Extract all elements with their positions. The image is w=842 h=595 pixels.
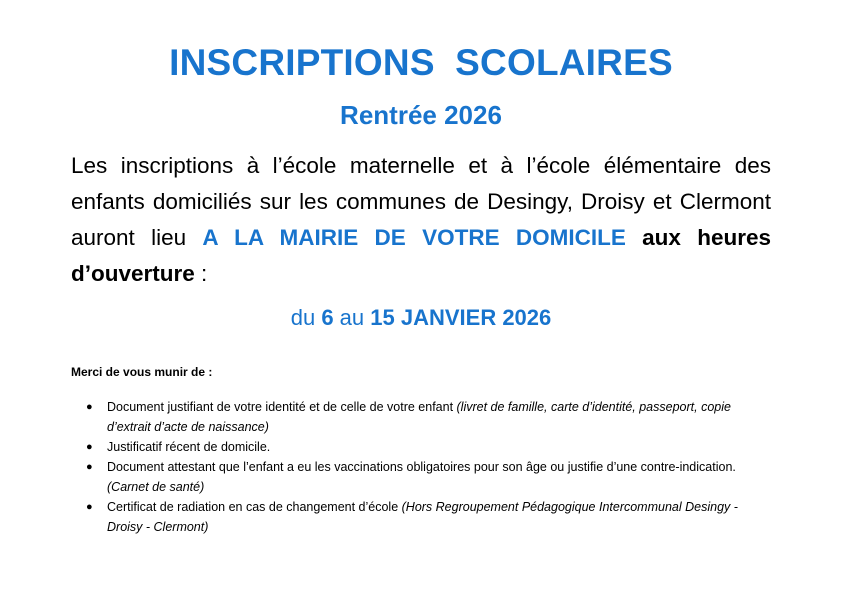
list-item-note: (Hors Regroupement Pédagogique Intercommunal Desingy - Droisy - Clermont) [107, 500, 738, 534]
intro-bold-end: aux heures d’ouverture [71, 225, 771, 286]
list-item [86, 397, 776, 437]
list-item-text: Document attestant que l’enfant a eu les vaccinations obligatoires pour son âge ou justifie d’une contre-indication. [107, 460, 736, 474]
list-item [86, 497, 776, 537]
list-item-text: Certificat de radiation en cas de changement d’école [107, 500, 402, 514]
intro-text: Les inscriptions à l’école maternelle et à l’école élémentaire des enfants domiciliés sur les communes de Desingy, Droisy et Clermont auront lieu [71, 153, 771, 250]
date-prefix: du [290, 305, 322, 330]
list-item [86, 437, 776, 457]
list-item [86, 457, 776, 497]
date-range [0, 305, 842, 331]
page-title: INSCRIPTIONS SCOLAIRES [169, 42, 673, 83]
bullet-icon: ● [86, 501, 93, 513]
documents-list [86, 397, 776, 537]
list-item-text: Justificatif récent de domicile. [107, 440, 271, 454]
date-end: 15 JANVIER 2026 [370, 305, 552, 330]
documents-heading: Merci de vous munir de : [71, 365, 213, 379]
intro-space [626, 225, 642, 250]
bullet-icon: ● [86, 401, 93, 413]
page-subtitle: Rentrée 2026 [340, 100, 502, 130]
list-item-note: (livret de famille, carte d’identité, passeport, copie d’extrait d’acte de naissance) [107, 400, 731, 434]
date-middle: au [333, 305, 371, 330]
intro-paragraph [71, 148, 771, 292]
intro-highlight: A LA MAIRIE DE VOTRE DOMICILE [202, 225, 626, 250]
intro-tail: : [194, 261, 208, 286]
bullet-icon: ● [86, 441, 93, 453]
bullet-icon: ● [86, 461, 93, 473]
list-item-text: Document justifiant de votre identité et de celle de votre enfant [107, 400, 457, 414]
list-item-note: (Carnet de santé) [107, 480, 205, 494]
date-start: 6 [321, 305, 334, 330]
